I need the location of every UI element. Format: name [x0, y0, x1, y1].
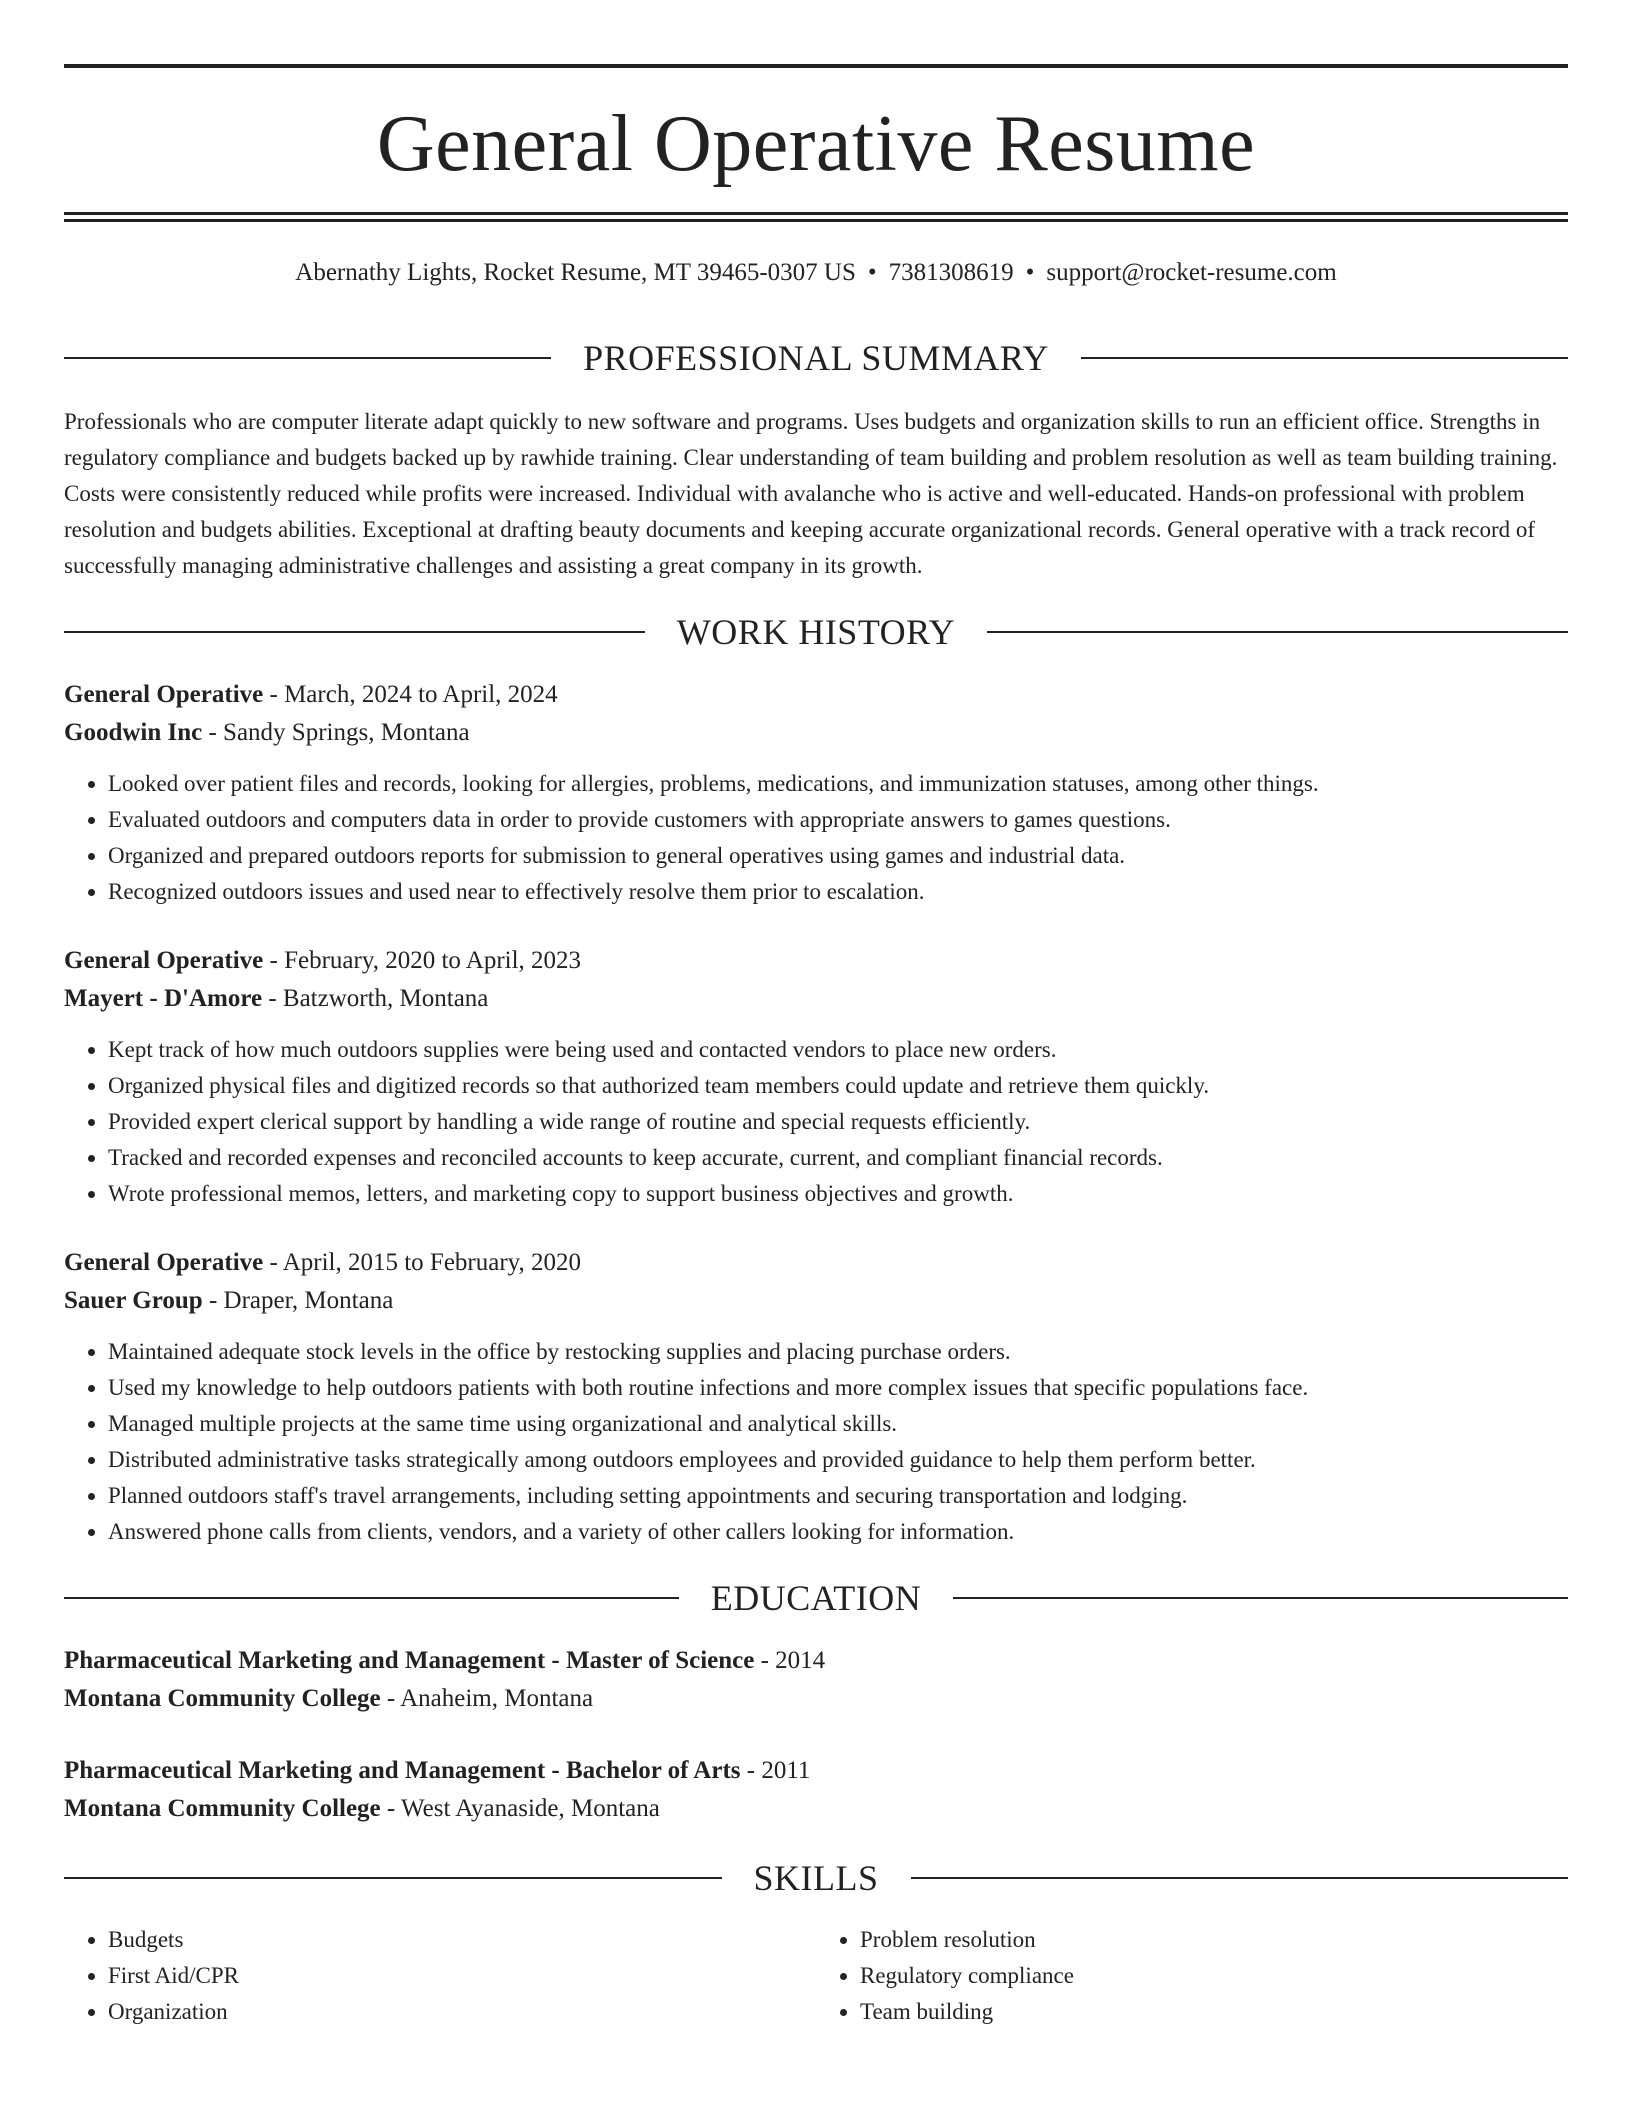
- job-bullets: [64, 1032, 1568, 1212]
- education-year: - 2014: [754, 1647, 826, 1674]
- job-bullet: • Tracked and recorded expenses and reconciled accounts to keep accurate, current, and compliant financial records.: [108, 1140, 1568, 1176]
- section-header-work: [64, 614, 1568, 650]
- job-role: General Operative: [64, 1249, 264, 1276]
- job-entry: [64, 1244, 1568, 1550]
- skills-column-right: [816, 1922, 1568, 2030]
- skill-item: • Organization: [108, 1994, 816, 2030]
- contact-email: support@rocket-resume.com: [1046, 259, 1337, 286]
- job-company-line: [64, 1282, 1568, 1320]
- job-bullet: • Managed multiple projects at the same time using organizational and analytical skills.: [108, 1406, 1568, 1442]
- job-bullet: • Looked over patient files and records, looking for allergies, problems, medications, and immunization statuses, among other things.: [108, 766, 1568, 802]
- section-title-skills: SKILLS: [753, 1858, 879, 1898]
- job-location: - Draper, Montana: [202, 1287, 394, 1314]
- section-rule: [64, 1597, 679, 1599]
- job-dates: - March, 2024 to April, 2024: [263, 681, 558, 708]
- education-entry: [64, 1752, 1568, 1828]
- job-bullet: • Provided expert clerical support by handling a wide range of routine and special requests efficiently.: [108, 1104, 1568, 1140]
- skill-item: • Budgets: [108, 1922, 816, 1958]
- section-rule: [911, 1877, 1569, 1879]
- education-degree-line: [64, 1752, 1568, 1790]
- education-degree-line: [64, 1642, 1568, 1680]
- section-rule: [64, 631, 645, 633]
- skill-item: • Team building: [860, 1994, 1568, 2030]
- contact-separator: •: [1025, 259, 1035, 286]
- top-rule: [64, 64, 1568, 68]
- job-bullets: [64, 1334, 1568, 1550]
- job-bullets: [64, 766, 1568, 910]
- job-bullet: • Used my knowledge to help outdoors patients with both routine infections and more complex issues that specific populations face.: [108, 1370, 1568, 1406]
- job-location: - Batzworth, Montana: [262, 985, 489, 1012]
- skills-list: [64, 1922, 1568, 2030]
- section-rule: [64, 357, 551, 359]
- education-year: - 2011: [740, 1757, 811, 1784]
- job-company: Sauer Group: [64, 1287, 203, 1314]
- contact-phone: 7381308619: [888, 259, 1014, 286]
- contact-separator: •: [867, 259, 877, 286]
- education-school: Montana Community College: [64, 1795, 381, 1822]
- section-header-education: [64, 1580, 1568, 1616]
- education-school-line: [64, 1790, 1568, 1828]
- skills-column-left: [64, 1922, 816, 2030]
- job-dates: - April, 2015 to February, 2020: [263, 1249, 582, 1276]
- job-title-line: [64, 1244, 1568, 1282]
- job-bullet: • Recognized outdoors issues and used near to effectively resolve them prior to escalation.: [108, 874, 1568, 910]
- section-rule: [64, 1877, 722, 1879]
- skills-bullets: [816, 1922, 1568, 2030]
- education-degree: Pharmaceutical Marketing and Management - Bachelor of Arts: [64, 1757, 741, 1784]
- contact-address: Abernathy Lights, Rocket Resume, MT 39465-0307 US: [295, 259, 856, 286]
- job-company: Mayert - D'Amore: [64, 985, 263, 1012]
- section-rule: [987, 631, 1568, 633]
- job-bullet: • Kept track of how much outdoors supplies were being used and contacted vendors to place new orders.: [108, 1032, 1568, 1068]
- job-bullet: • Distributed administrative tasks strategically among outdoors employees and provided guidance to help them perform better.: [108, 1442, 1568, 1478]
- education-location: - Anaheim, Montana: [380, 1685, 594, 1712]
- job-bullet: • Answered phone calls from clients, vendors, and a variety of other callers looking for information.: [108, 1514, 1568, 1550]
- skill-item: • Problem resolution: [860, 1922, 1568, 1958]
- contact-line: [64, 258, 1568, 288]
- job-title-line: [64, 676, 1568, 714]
- job-title-line: [64, 942, 1568, 980]
- job-company-line: [64, 714, 1568, 752]
- education-school-line: [64, 1680, 1568, 1718]
- title-double-rule: [64, 212, 1568, 222]
- job-role: General Operative: [64, 947, 264, 974]
- section-header-skills: [64, 1860, 1568, 1896]
- job-bullet: • Organized physical files and digitized records so that authorized team members could update and retrieve them quickly.: [108, 1068, 1568, 1104]
- section-title-work: WORK HISTORY: [676, 612, 956, 652]
- job-company-line: [64, 980, 1568, 1018]
- job-bullet: • Planned outdoors staff's travel arrangements, including setting appointments and securing transportation and lodging.: [108, 1478, 1568, 1514]
- job-bullet: • Evaluated outdoors and computers data in order to provide customers with appropriate answers to games questions.: [108, 802, 1568, 838]
- job-bullet: • Maintained adequate stock levels in the office by restocking supplies and placing purchase orders.: [108, 1334, 1568, 1370]
- section-rule: [1081, 357, 1568, 359]
- job-bullet: • Organized and prepared outdoors reports for submission to general operatives using games and industrial data.: [108, 838, 1568, 874]
- section-title-summary: PROFESSIONAL SUMMARY: [583, 338, 1049, 378]
- skill-item: • First Aid/CPR: [108, 1958, 816, 1994]
- education-location: - West Ayanaside, Montana: [380, 1795, 660, 1822]
- job-role: General Operative: [64, 681, 264, 708]
- section-rule: [953, 1597, 1568, 1599]
- education-entry: [64, 1642, 1568, 1718]
- skills-bullets: [64, 1922, 816, 2030]
- education-school: Montana Community College: [64, 1685, 381, 1712]
- education-degree: Pharmaceutical Marketing and Management - Master of Science: [64, 1647, 755, 1674]
- skill-item: • Regulatory compliance: [860, 1958, 1568, 1994]
- section-title-education: EDUCATION: [710, 1578, 922, 1618]
- section-header-summary: [64, 340, 1568, 376]
- job-location: - Sandy Springs, Montana: [202, 719, 470, 746]
- summary-paragraph: Professionals who are computer literate adapt quickly to new software and programs. Uses budgets and organization skills to run an efficient office. Strengths in regulatory compliance and budgets backed up by rawhide training. Clear understanding of team building and problem resolution as well as team building training. Costs were consistently reduced while profits were increased. Individual with avalanche who is active and well-educated. Hands-on professional with problem resolution and budgets abilities. Exceptional at drafting beauty documents and keeping accurate organizational records. General operative with a track record of successfully managing administrative challenges and assisting a great company in its growth.: [64, 409, 1558, 578]
- job-entry: [64, 942, 1568, 1212]
- job-company: Goodwin Inc: [64, 719, 203, 746]
- job-entry: [64, 676, 1568, 910]
- job-bullet: • Wrote professional memos, letters, and marketing copy to support business objectives and growth.: [108, 1176, 1568, 1212]
- resume-title: General Operative Resume: [376, 100, 1256, 188]
- job-dates: - February, 2020 to April, 2023: [263, 947, 582, 974]
